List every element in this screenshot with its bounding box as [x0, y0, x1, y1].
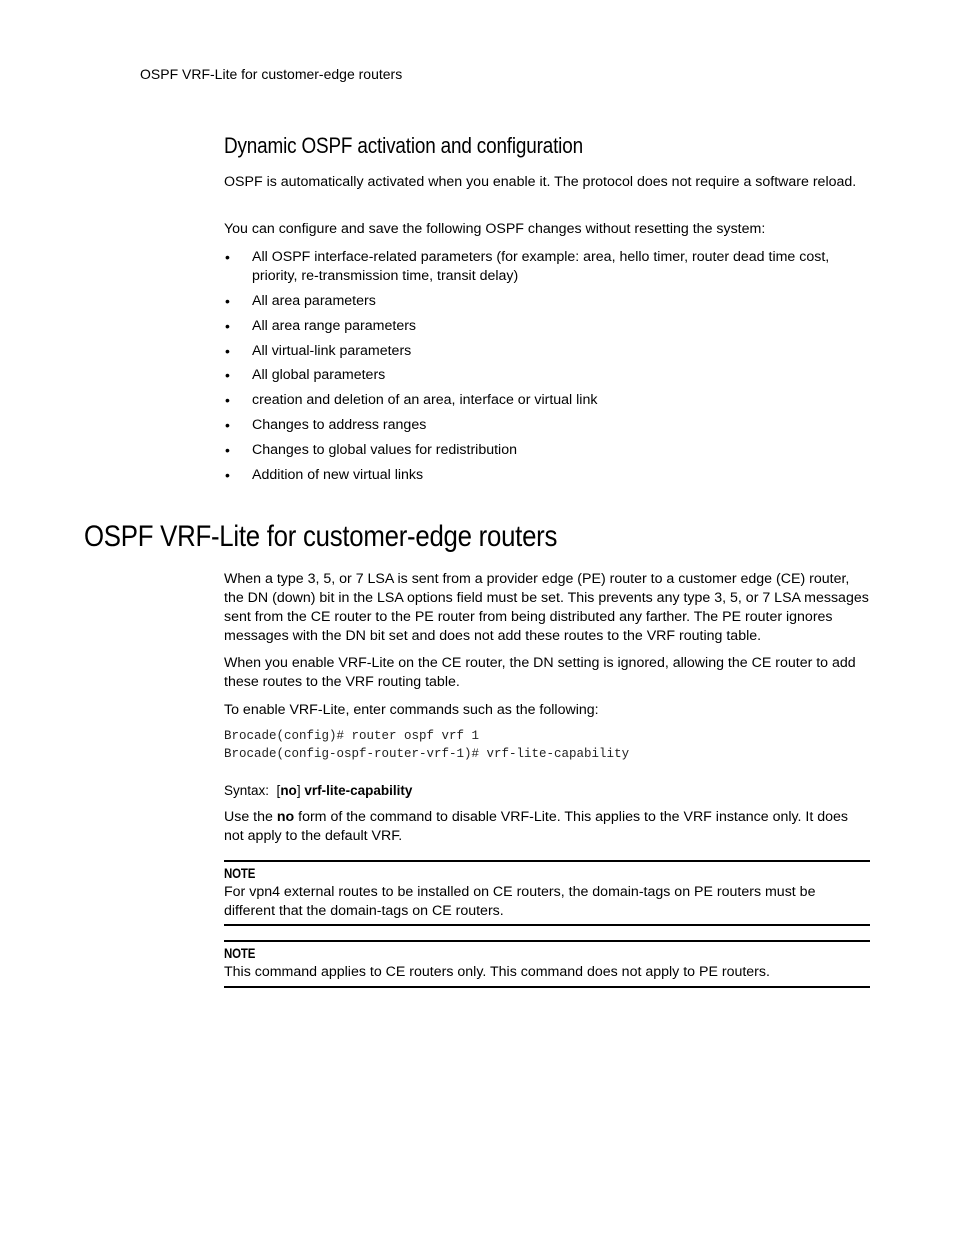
- note-text: This command applies to CE routers only. This command does not apply to PE routers.: [224, 964, 770, 980]
- use-pre-text: Use the: [224, 809, 277, 825]
- syntax-bracket-open: [: [276, 783, 281, 798]
- bullet-icon: •: [225, 392, 230, 408]
- paragraph-commands-intro: To enable VRF-Lite, enter commands such as the following:: [224, 702, 599, 718]
- no-keyword: no: [276, 809, 295, 825]
- list-item-text: creation and deletion of an area, interface or virtual link: [252, 392, 598, 408]
- syntax-command: vrf-lite-capability: [304, 783, 413, 798]
- list-item: [224, 366, 870, 385]
- paragraph-dn-bit: When a type 3, 5, or 7 LSA is sent from a provider edge (PE) router to a customer edge (CE) router, the DN (down) bit in the LSA options field must be set. This prevents any type 3, 5, or 7 LSA messages sent from the CE router to the PE router from being distributed any farther. The PE router ignores messages with the DN bit set and does not add these routes to the VRF routing table.: [224, 571, 869, 644]
- section-heading-vrf-lite: OSPF VRF-Lite for customer-edge routers: [84, 520, 558, 553]
- use-post-text: form of the command to disable VRF-Lite. This applies to the VRF instance only. It does not apply to the default VRF.: [224, 809, 849, 844]
- syntax-label: Syntax:: [224, 783, 270, 798]
- list-item: [224, 466, 870, 485]
- list-item-text: All global parameters: [252, 367, 386, 383]
- code-block: [224, 728, 629, 763]
- paragraph-configure-intro: You can configure and save the following OSPF changes without resetting the system:: [224, 221, 766, 237]
- paragraph-enable-vrf-lite: When you enable VRF-Lite on the CE router, the DN setting is ignored, allowing the CE router to add these routes to the VRF routing table.: [224, 655, 856, 690]
- note-label: NOTE: [224, 866, 256, 881]
- list-item: [224, 391, 870, 410]
- list-item: [224, 342, 870, 361]
- section-heading-dynamic-ospf: Dynamic OSPF activation and configuration: [224, 133, 583, 158]
- list-item: [224, 248, 870, 286]
- list-item: [224, 317, 870, 336]
- list-item-text: Changes to global values for redistribution: [252, 442, 517, 458]
- syntax-no-keyword: no: [280, 783, 297, 798]
- bullet-list-ospf-changes: [224, 248, 870, 485]
- note-text: For vpn4 external routes to be installed on CE routers, the domain-tags on PE routers must be different that the domain-tags on CE routers.: [224, 884, 816, 919]
- list-item-text: All area range parameters: [252, 318, 417, 334]
- code-line: Brocade(config-ospf-router-vrf-1)# vrf-lite-capability: [224, 746, 630, 761]
- bullet-icon: •: [225, 343, 230, 359]
- running-header: OSPF VRF-Lite for customer-edge routers: [140, 66, 403, 82]
- list-item: [224, 292, 870, 311]
- bullet-icon: •: [225, 467, 230, 483]
- list-item: [224, 416, 870, 435]
- list-item-text: All virtual-link parameters: [252, 343, 412, 359]
- paragraph-no-form: [224, 808, 870, 846]
- list-item-text: All area parameters: [252, 293, 376, 309]
- note-label: NOTE: [224, 946, 256, 961]
- list-item-text: Addition of new virtual links: [252, 467, 424, 483]
- bullet-icon: •: [225, 417, 230, 433]
- bullet-icon: •: [225, 442, 230, 458]
- bullet-icon: •: [225, 367, 230, 383]
- paragraph-ospf-activation: OSPF is automatically activated when you enable it. The protocol does not require a software reload.: [224, 174, 857, 190]
- bullet-icon: •: [225, 293, 230, 309]
- note-box-ce-routers: [224, 940, 870, 988]
- note-box-domain-tags: [224, 860, 870, 926]
- list-item: [224, 441, 870, 460]
- syntax-line: [224, 781, 412, 800]
- bullet-icon: •: [225, 318, 230, 334]
- bullet-icon: •: [225, 249, 230, 265]
- list-item-text: Changes to address ranges: [252, 417, 427, 433]
- list-item-text: All OSPF interface-related parameters (for example: area, hello timer, router dead time cost, priority, re-transmission time, transit delay): [252, 249, 830, 284]
- syntax-bracket-close: ]: [296, 783, 301, 798]
- code-line: Brocade(config)# router ospf vrf 1: [224, 729, 480, 743]
